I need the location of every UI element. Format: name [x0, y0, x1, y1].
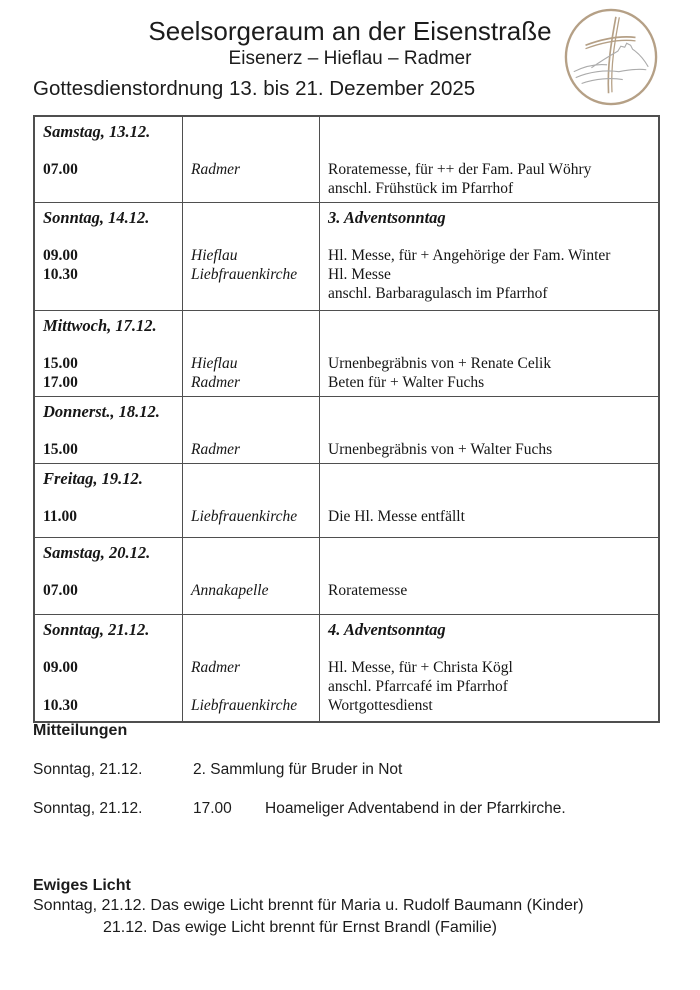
row-time: 07.00	[43, 582, 78, 599]
mitteilung-item	[33, 799, 667, 818]
ewiges-licht-list	[33, 895, 667, 939]
location-cell	[183, 117, 320, 202]
date-time-cell	[35, 538, 183, 614]
date-time-cell	[35, 397, 183, 463]
row-description: Beten für + Walter Fuchs	[328, 374, 485, 391]
row-time: 10.30	[43, 697, 78, 714]
row-location: Liebfrauenkirche	[191, 266, 298, 283]
ewiges-licht-line: Sonntag, 21.12. Das ewige Licht brennt für Maria u. Rudolf Baumann (Kinder)	[33, 897, 584, 914]
row-location: Hieflau	[191, 355, 238, 372]
ewiges-licht-heading: Ewiges Licht	[33, 877, 131, 894]
description-cell	[320, 538, 658, 614]
schedule-table	[33, 115, 660, 723]
mitteilungen-heading: Mitteilungen	[33, 722, 128, 739]
mitteilung-item	[33, 760, 667, 779]
date-time-cell	[35, 203, 183, 310]
row-date: Samstag, 13.12.	[43, 122, 151, 141]
row-location: Hieflau	[191, 247, 238, 264]
row-location: Annakapelle	[191, 582, 269, 599]
row-time: 09.00	[43, 247, 78, 264]
row-description: anschl. Pfarrcafé im Pfarrhof	[328, 678, 508, 695]
row-description: Die Hl. Messe entfällt	[328, 508, 465, 525]
description-cell	[320, 203, 658, 310]
table-row	[35, 538, 658, 615]
mitteilungen-list	[33, 760, 667, 818]
mitteilungen-section	[33, 721, 667, 818]
location-cell	[183, 203, 320, 310]
row-description: anschl. Barbaragulasch im Pfarrhof	[328, 285, 548, 302]
table-row	[35, 203, 658, 311]
row-time: 07.00	[43, 161, 78, 178]
table-row	[35, 397, 658, 464]
row-time: 17.00	[43, 374, 78, 391]
date-time-cell	[35, 464, 183, 537]
row-location: Liebfrauenkirche	[191, 697, 298, 714]
location-cell	[183, 615, 320, 721]
description-cell	[320, 117, 658, 202]
row-description: Urnenbegräbnis von + Walter Fuchs	[328, 441, 553, 458]
ewiges-licht-line: 21.12. Das ewige Licht brennt für Ernst Brandl (Familie)	[103, 919, 497, 936]
description-cell	[320, 615, 658, 721]
row-time: 10.30	[43, 266, 78, 283]
document-heading: Gottesdienstordnung 13. bis 21. Dezember 2025	[33, 77, 476, 100]
row-location: Radmer	[191, 441, 241, 458]
page-subtitle: Eisenerz – Hieflau – Radmer	[228, 48, 472, 69]
mitteilung-date: Sonntag, 21.12.	[33, 800, 143, 817]
table-row	[35, 615, 658, 721]
row-location: Radmer	[191, 374, 241, 391]
mitteilung-text: 2. Sammlung für Bruder in Not	[193, 761, 403, 778]
row-date: Sonntag, 14.12.	[43, 208, 150, 227]
row-event: 4. Adventsonntag	[328, 620, 446, 639]
row-description: anschl. Frühstück im Pfarrhof	[328, 180, 514, 197]
date-time-cell	[35, 311, 183, 396]
location-cell	[183, 538, 320, 614]
ewiges-licht-section	[33, 876, 667, 939]
table-row	[35, 311, 658, 397]
row-description: Hl. Messe	[328, 266, 391, 283]
page-title: Seelsorgeraum an der Eisenstraße	[148, 16, 552, 46]
table-row	[35, 117, 658, 203]
row-description: Hl. Messe, für + Christa Kögl	[328, 659, 513, 676]
row-event: 3. Adventsonntag	[328, 208, 446, 227]
mitteilung-text: Hoameliger Adventabend in der Pfarrkirche.	[265, 800, 566, 817]
row-location: Radmer	[191, 161, 241, 178]
row-time: 15.00	[43, 355, 78, 372]
row-location: Radmer	[191, 659, 241, 676]
date-time-cell	[35, 615, 183, 721]
row-description: Hl. Messe, für + Angehörige der Fam. Winter	[328, 247, 611, 264]
row-date: Donnerst., 18.12.	[43, 402, 160, 421]
location-cell	[183, 464, 320, 537]
row-time: 15.00	[43, 441, 78, 458]
description-cell	[320, 464, 658, 537]
row-description: Wortgottesdienst	[328, 697, 433, 714]
row-description: Urnenbegräbnis von + Renate Celik	[328, 355, 552, 372]
row-date: Mittwoch, 17.12.	[43, 316, 157, 335]
location-cell	[183, 311, 320, 396]
row-date: Samstag, 20.12.	[43, 543, 151, 562]
description-cell	[320, 397, 658, 463]
date-time-cell	[35, 117, 183, 202]
table-row	[35, 464, 658, 538]
description-cell	[320, 311, 658, 396]
mitteilung-time: 17.00	[193, 800, 232, 817]
row-description: Roratemesse, für ++ der Fam. Paul Wöhry	[328, 161, 592, 178]
cross-mountain-logo-icon	[562, 7, 660, 107]
row-description: Roratemesse	[328, 582, 408, 599]
mitteilung-date: Sonntag, 21.12.	[33, 761, 143, 778]
row-time: 09.00	[43, 659, 78, 676]
row-time: 11.00	[43, 508, 78, 525]
row-date: Sonntag, 21.12.	[43, 620, 150, 639]
row-location: Liebfrauenkirche	[191, 508, 298, 525]
location-cell	[183, 397, 320, 463]
row-date: Freitag, 19.12.	[43, 469, 143, 488]
